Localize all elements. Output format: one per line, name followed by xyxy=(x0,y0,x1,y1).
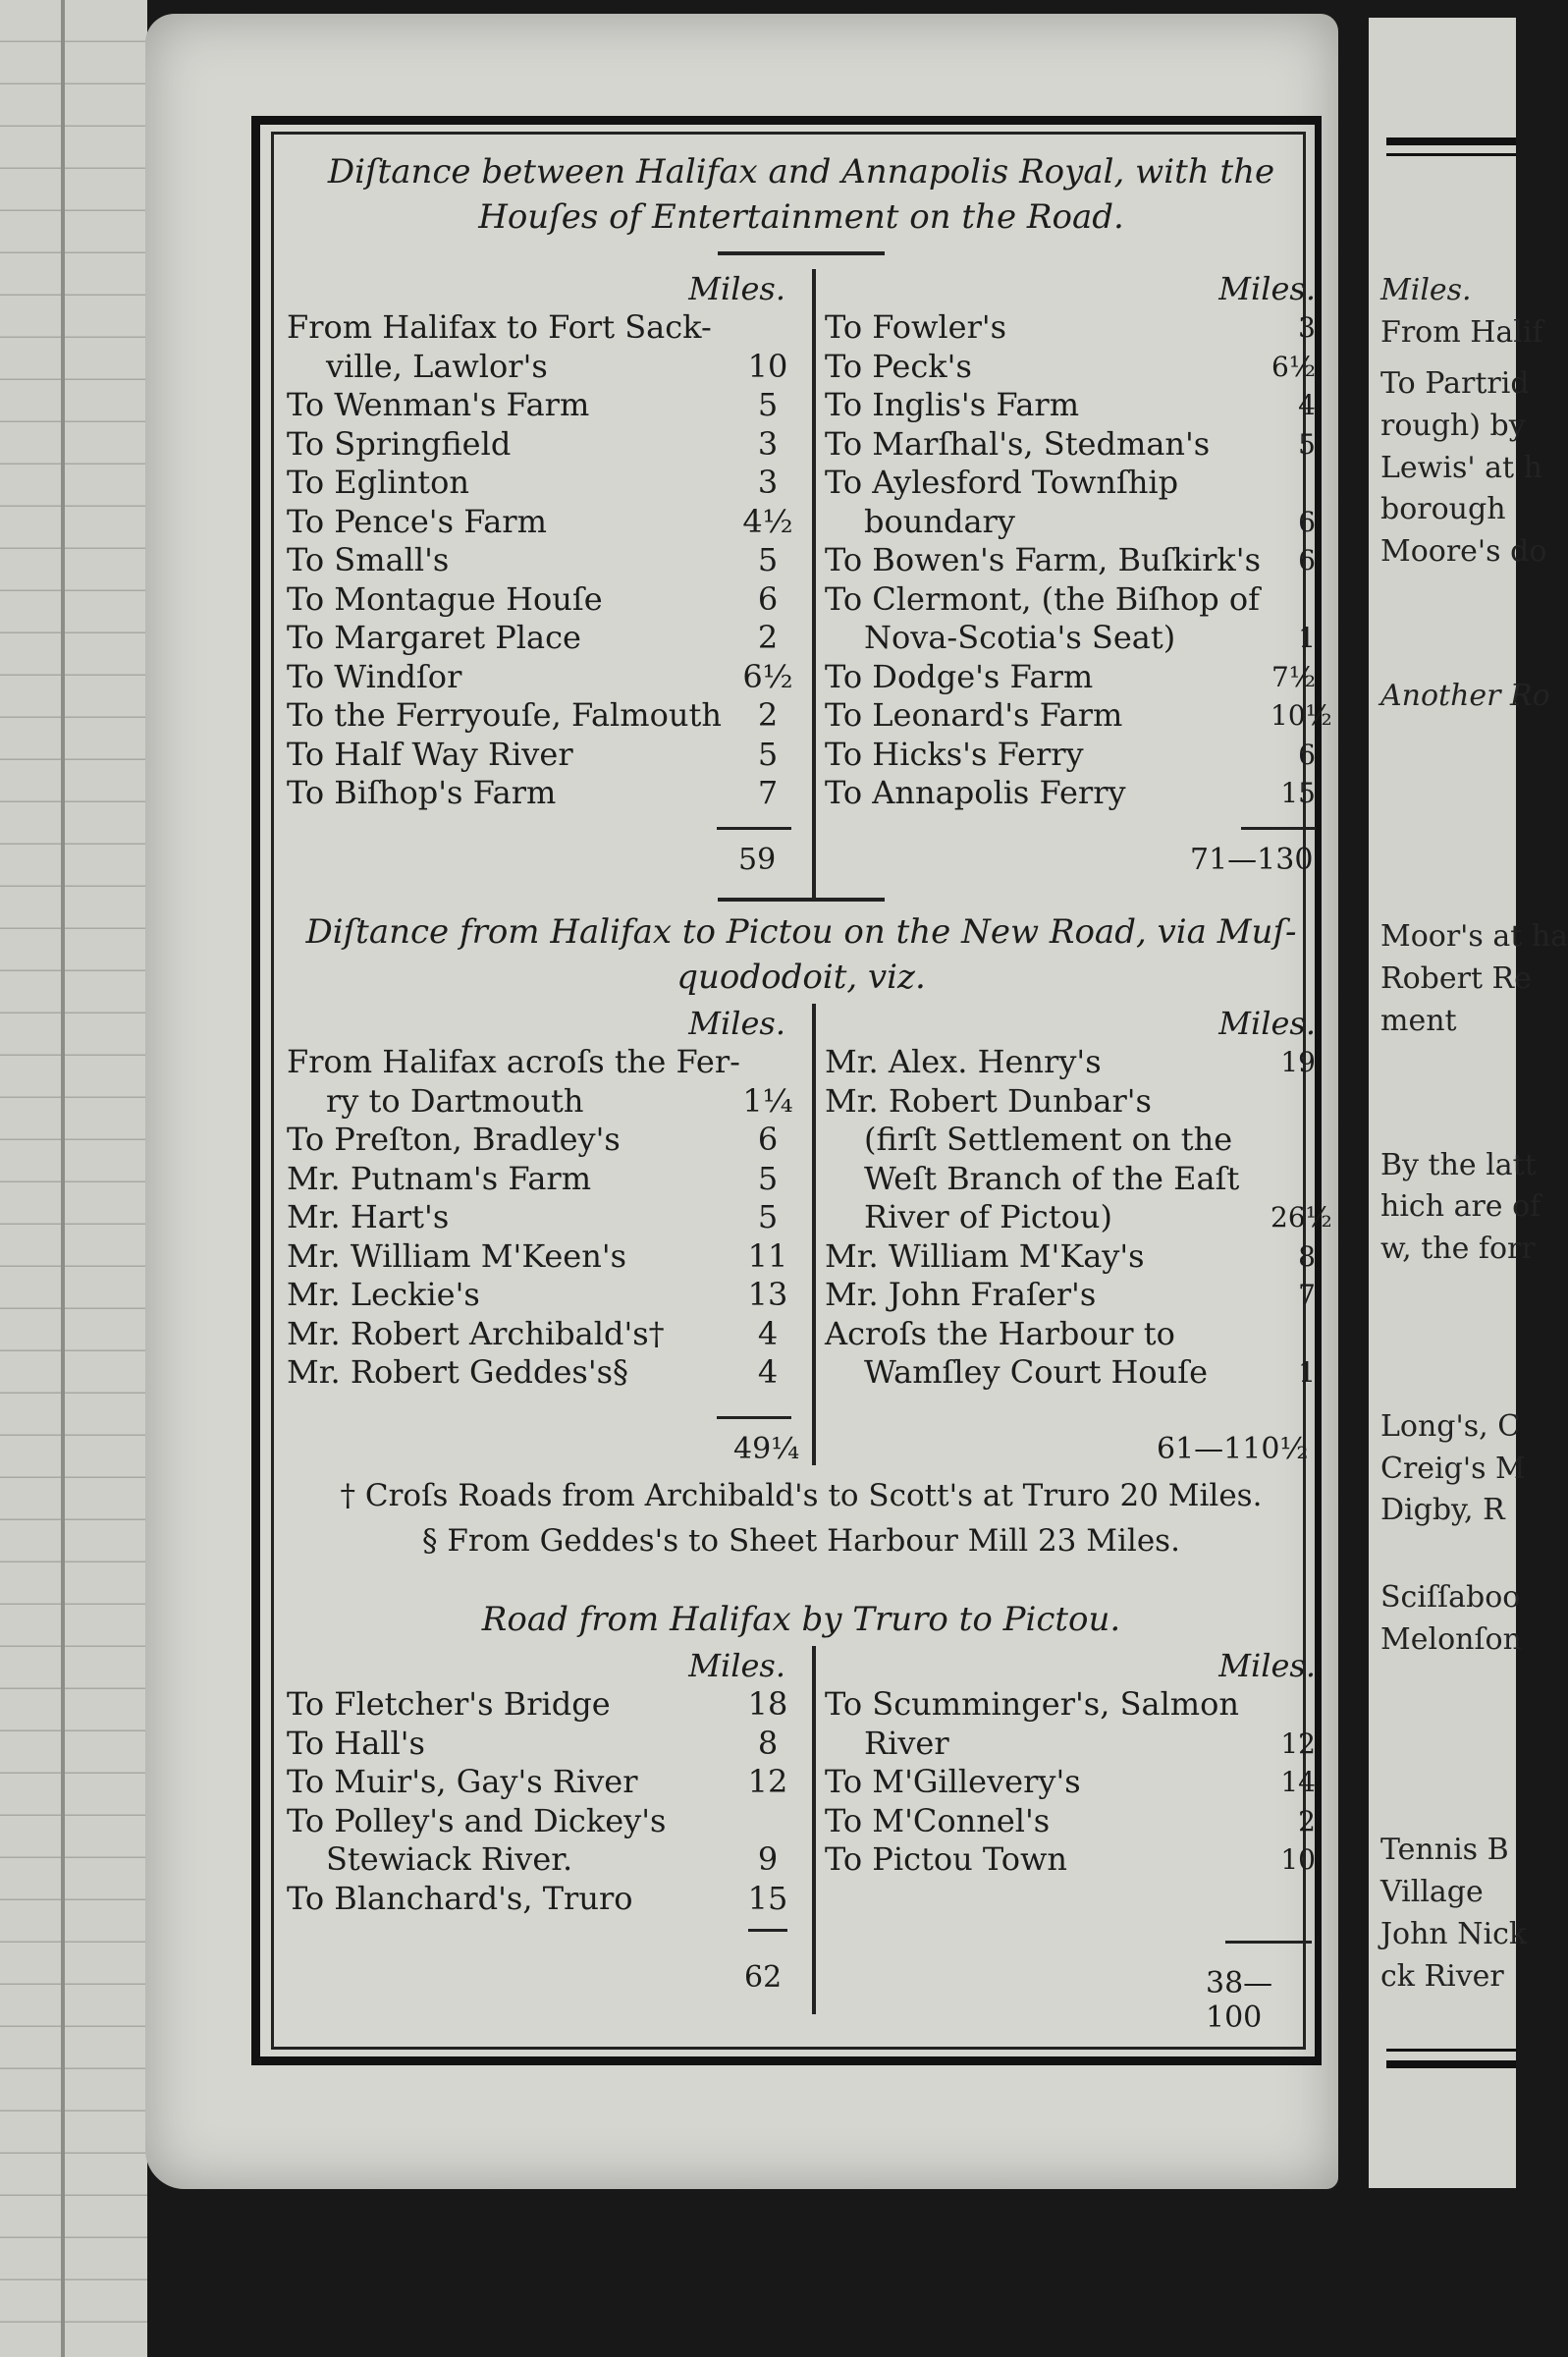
place-name: To Margaret Place xyxy=(287,619,581,656)
total-left: 62 xyxy=(744,1960,783,1995)
adjacent-page-text: Miles. xyxy=(1380,273,1472,308)
place-name: Wamſley Court Houſe xyxy=(864,1353,1209,1391)
section3-title xyxy=(287,1597,1316,1642)
adjacent-page-text: John Nick xyxy=(1380,1916,1528,1951)
table-row xyxy=(825,1685,1316,1725)
miles-value: 1¼ xyxy=(742,1081,793,1120)
section1-title-line1: Diſtance between Halifax and Annapolis Royal, with the xyxy=(327,152,1275,192)
miles-value: 19 xyxy=(1280,1046,1316,1078)
table-row xyxy=(825,619,1316,658)
place-name: To Leonard's Farm xyxy=(825,696,1123,734)
table-row xyxy=(825,1802,1316,1841)
place-name: Mr. John Fraſer's xyxy=(825,1276,1097,1313)
table-row xyxy=(287,774,799,813)
section3-left-column xyxy=(287,1646,799,1918)
adjacent-page-text: hich are of xyxy=(1380,1189,1541,1225)
adjacent-page-text: Moore's do xyxy=(1380,534,1547,570)
table-row xyxy=(825,1121,1316,1160)
miles-value: 12 xyxy=(747,1763,788,1800)
adjacent-page-text: Village xyxy=(1380,1875,1484,1910)
table-row xyxy=(825,736,1316,775)
place-name: Stewiack River. xyxy=(326,1840,573,1878)
column-divider xyxy=(812,1004,816,1465)
table-row xyxy=(825,386,1316,425)
table-row xyxy=(825,1725,1316,1764)
place-name: (firſt Settlement on the xyxy=(864,1121,1233,1158)
total-rule xyxy=(717,1416,791,1419)
table-row xyxy=(287,541,799,580)
place-name: To Springfield xyxy=(287,424,512,463)
table-row xyxy=(287,580,799,620)
adjacent-page-text: Sciſſaboo xyxy=(1380,1580,1521,1616)
place-name: To Montague Houſe xyxy=(287,579,603,618)
miles-value: 10 xyxy=(747,347,788,385)
total-right: 61—110½ xyxy=(1157,1432,1309,1466)
place-name: Mr. Putnam's Farm xyxy=(287,1159,592,1197)
table-row xyxy=(287,1121,799,1160)
table-row xyxy=(287,1082,799,1122)
table-row xyxy=(287,386,799,425)
miles-value xyxy=(1271,580,1316,620)
table-row xyxy=(287,308,799,348)
adjacent-page-text: Creig's M xyxy=(1380,1451,1526,1486)
adjacent-page xyxy=(1369,18,1568,2188)
adjacent-page-text: Robert Re xyxy=(1380,960,1532,996)
section3-right-column xyxy=(825,1646,1316,1880)
adjacent-page-text: Tennis B xyxy=(1380,1833,1509,1868)
adjacent-page-text: Another Ro xyxy=(1380,679,1550,714)
miles-value: 2 xyxy=(757,696,779,734)
footnote-sheet-harbour: § From Geddes's to Sheet Harbour Mill 23 Miles. xyxy=(422,1523,1180,1559)
place-name: To Annapolis Ferry xyxy=(825,774,1126,811)
adjacent-page-text: w, the forr xyxy=(1380,1232,1536,1267)
miles-value: 6½ xyxy=(742,657,793,695)
section2-table xyxy=(287,1004,1332,1473)
place-name: To Biſhop's Farm xyxy=(287,774,557,811)
miles-value xyxy=(736,308,799,348)
total-rule xyxy=(748,1929,787,1932)
place-name: To Bowen's Farm, Buſkirk's xyxy=(825,541,1261,578)
miles-value: 4 xyxy=(1298,389,1316,421)
adjacent-page-text: Long's, C xyxy=(1380,1408,1521,1444)
place-name: Mr. Hart's xyxy=(287,1198,450,1235)
miles-value: 6 xyxy=(1298,505,1316,538)
miles-value: 6 xyxy=(757,1121,779,1158)
miles-value: 3 xyxy=(1298,311,1316,344)
section1-title xyxy=(287,149,1316,240)
table-row xyxy=(825,696,1332,736)
table-row xyxy=(287,1353,799,1393)
table-row xyxy=(825,503,1316,542)
table-row xyxy=(287,736,799,775)
table-row xyxy=(287,1802,799,1841)
total-rule xyxy=(1225,1941,1312,1944)
table-row xyxy=(287,1840,799,1880)
miles-value: 6 xyxy=(1298,544,1316,576)
section3-title-line: Road from Halifax by Truro to Pictou. xyxy=(481,1600,1121,1639)
miles-value: 5 xyxy=(757,386,779,423)
miles-value: 10½ xyxy=(1271,699,1332,732)
place-name: To Fletcher's Bridge xyxy=(287,1685,611,1723)
place-name: To Peck's xyxy=(825,347,972,385)
miles-value xyxy=(740,1043,799,1082)
miles-value: 3 xyxy=(757,424,779,463)
miles-value: 4 xyxy=(757,1314,779,1352)
table-row xyxy=(825,1160,1316,1199)
place-name: Mr. William M'Keen's xyxy=(287,1236,627,1275)
table-row xyxy=(287,1725,799,1764)
table-row xyxy=(287,1198,799,1237)
miles-value: 18 xyxy=(747,1685,788,1723)
adjacent-page-rule xyxy=(1386,153,1516,156)
total-left: 49¼ xyxy=(733,1432,800,1466)
place-name: Nova-Scotia's Seat) xyxy=(864,619,1176,656)
miles-value: 7½ xyxy=(1271,660,1316,693)
miles-header: Miles. xyxy=(1218,1647,1316,1684)
miles-header: Miles. xyxy=(1218,270,1316,307)
table-row xyxy=(825,1082,1316,1122)
table-row xyxy=(825,1237,1316,1277)
table-row xyxy=(287,464,799,503)
column-divider xyxy=(812,269,816,898)
place-name: To Small's xyxy=(287,541,450,578)
miles-value: 5 xyxy=(757,1159,779,1197)
place-name: To Fowler's xyxy=(825,308,1007,346)
miles-value: 8 xyxy=(1298,1239,1316,1273)
total-rule xyxy=(1241,827,1316,830)
table-row xyxy=(287,1763,799,1802)
place-name: Mr. Alex. Henry's xyxy=(825,1043,1102,1080)
miles-value: 6 xyxy=(1298,738,1316,771)
miles-value xyxy=(1271,1082,1316,1122)
adjacent-page-text: From Halif xyxy=(1380,314,1543,350)
adjacent-page-rule xyxy=(1386,2060,1516,2068)
table-row xyxy=(287,619,799,658)
adjacent-page-text: ment xyxy=(1380,1003,1457,1038)
total-left: 59 xyxy=(738,843,777,877)
adjacent-page-rule xyxy=(1386,2049,1516,2052)
miles-value: 1 xyxy=(1298,622,1316,654)
adjacent-page-text: Digby, R xyxy=(1380,1493,1505,1528)
miles-value: 9 xyxy=(757,1840,779,1878)
footnotes xyxy=(287,1473,1316,1563)
place-name: To Inglis's Farm xyxy=(825,386,1080,423)
table-row xyxy=(825,1276,1316,1315)
table-row xyxy=(825,1198,1332,1237)
adjacent-page-text: Moor's at ha xyxy=(1380,919,1568,954)
section2-title-line2: quododoit, viz. xyxy=(676,958,926,997)
adjacent-page-rule xyxy=(1386,137,1516,145)
miles-value: 6 xyxy=(757,579,779,618)
table-row xyxy=(825,1840,1316,1880)
miles-header: Miles. xyxy=(688,1647,785,1684)
section3-table xyxy=(287,1646,1316,2035)
place-name: To Pictou Town xyxy=(825,1840,1068,1878)
table-row xyxy=(287,1237,799,1277)
page-content xyxy=(287,139,1332,2045)
place-name: To Scumminger's, Salmon xyxy=(825,1685,1240,1723)
place-name: To Preſton, Bradley's xyxy=(287,1121,621,1158)
table-row xyxy=(287,1160,799,1199)
place-name: Mr. Leckie's xyxy=(287,1276,480,1313)
place-name: To Clermont, (the Biſhop of xyxy=(825,579,1260,618)
miles-value: 4 xyxy=(757,1353,779,1391)
miles-value: 10 xyxy=(1280,1843,1316,1876)
footnote-cross-roads: † Croſs Roads from Archibald's to Scott's at Truro 20 Miles. xyxy=(340,1478,1263,1513)
place-name: Mr. Robert Dunbar's xyxy=(825,1081,1152,1120)
place-name: To M'Connel's xyxy=(825,1801,1051,1839)
miles-value: 6½ xyxy=(1271,350,1316,383)
miles-value: 5 xyxy=(757,735,779,773)
table-row xyxy=(287,1880,799,1919)
place-name: To Polley's and Dickey's xyxy=(287,1801,667,1839)
miles-value: 2 xyxy=(757,619,779,656)
table-row xyxy=(287,1043,799,1082)
place-name: To Marſhal's, Stedman's xyxy=(825,424,1211,463)
table-row xyxy=(825,1353,1316,1393)
place-name: To Eglinton xyxy=(287,464,469,501)
miles-value: 5 xyxy=(1298,427,1316,461)
miles-value: 11 xyxy=(747,1236,788,1275)
place-name: To the Ferryouſe, Falmouth xyxy=(287,696,722,734)
table-row xyxy=(287,1276,799,1315)
section2-title-line1: Diſtance from Halifax to Pictou on the New Road, via Muſ- xyxy=(305,912,1297,952)
place-name: River xyxy=(864,1724,949,1762)
table-row xyxy=(825,1315,1316,1354)
place-name: ville, Lawlor's xyxy=(326,347,548,385)
miles-value: 26½ xyxy=(1271,1201,1332,1233)
miles-value xyxy=(736,1802,799,1841)
miles-value: 15 xyxy=(747,1879,788,1917)
miles-value xyxy=(1271,464,1316,503)
place-name: To Windſor xyxy=(287,657,462,695)
place-name: ry to Dartmouth xyxy=(326,1081,584,1120)
place-name: To Wenman's Farm xyxy=(287,386,590,423)
total-rule xyxy=(717,827,791,830)
place-name: To Pence's Farm xyxy=(287,502,547,540)
adjacent-page-text: Melonſon xyxy=(1380,1622,1522,1658)
section2-left-column xyxy=(287,1004,799,1393)
miles-value: 12 xyxy=(1280,1727,1316,1760)
adjacent-page-text: Lewis' at h xyxy=(1380,450,1542,485)
total-right: 38—100 xyxy=(1206,1966,1273,2035)
miles-value xyxy=(1271,1315,1316,1354)
miles-value: 8 xyxy=(757,1724,779,1762)
table-row xyxy=(287,503,799,542)
place-name: Mr. Robert Archibald's† xyxy=(287,1314,665,1352)
section1-left-column xyxy=(287,269,799,813)
table-row xyxy=(287,696,799,736)
miles-value: 5 xyxy=(757,1198,779,1235)
section1-right-column xyxy=(825,269,1332,813)
miles-value xyxy=(1271,1685,1316,1725)
miles-header: Miles. xyxy=(688,1005,785,1042)
table-row xyxy=(825,425,1316,465)
miles-value: 5 xyxy=(757,541,779,578)
section1-table xyxy=(287,269,1332,898)
section-rule xyxy=(718,898,885,902)
miles-value: 14 xyxy=(1280,1766,1316,1798)
miles-value: 7 xyxy=(757,774,779,811)
table-row xyxy=(825,774,1316,813)
adjacent-page-text: borough xyxy=(1380,492,1506,527)
place-name: To M'Gillevery's xyxy=(825,1763,1081,1800)
miles-header: Miles. xyxy=(688,270,785,307)
place-name: From Halifax acroſs the Fer- xyxy=(287,1043,740,1080)
miles-header: Miles. xyxy=(1218,1005,1316,1042)
adjacent-page-text: rough) by xyxy=(1380,408,1526,443)
table-row xyxy=(287,1315,799,1354)
miles-value: 1 xyxy=(1298,1356,1316,1389)
miles-value: 15 xyxy=(1280,777,1316,809)
place-name: To Dodge's Farm xyxy=(825,657,1094,695)
adjacent-page-text: By the latt xyxy=(1380,1147,1537,1182)
table-row xyxy=(287,658,799,697)
place-name: Mr. Robert Geddes's§ xyxy=(287,1353,629,1391)
table-row xyxy=(287,425,799,465)
table-row xyxy=(825,348,1316,387)
table-row xyxy=(825,1043,1316,1082)
total-right: 71—130 xyxy=(1190,843,1314,877)
place-name: To Hall's xyxy=(287,1724,425,1762)
table-row xyxy=(825,464,1316,503)
place-name: To Muir's, Gay's River xyxy=(287,1763,638,1800)
ledger-margin-line xyxy=(61,0,65,2357)
table-row xyxy=(825,541,1316,580)
section2-title xyxy=(287,909,1316,1000)
place-name: boundary xyxy=(864,502,1015,540)
place-name: To Blanchard's, Truro xyxy=(287,1879,633,1917)
miles-value: 7 xyxy=(1298,1279,1316,1311)
table-row xyxy=(287,1685,799,1725)
table-row xyxy=(825,1763,1316,1802)
column-divider xyxy=(812,1646,816,2014)
place-name: To Hicks's Ferry xyxy=(825,735,1084,773)
miles-value: 13 xyxy=(747,1276,788,1313)
place-name: To Aylesford Townſhip xyxy=(825,464,1179,501)
miles-value: 4½ xyxy=(742,502,793,540)
place-name: Weſt Branch of the Eaſt xyxy=(864,1159,1240,1197)
table-row xyxy=(287,348,799,387)
table-row xyxy=(825,308,1316,348)
adjacent-page-text: ck River xyxy=(1380,1958,1504,1994)
miles-value: 2 xyxy=(1298,1804,1316,1837)
section1-title-line2: Houſes of Entertainment on the Road. xyxy=(478,197,1124,237)
miles-value xyxy=(1271,1121,1316,1160)
miles-value: 3 xyxy=(757,464,779,501)
place-name: To Half Way River xyxy=(287,735,573,773)
ledger-background xyxy=(0,0,147,2357)
section2-right-column xyxy=(825,1004,1332,1393)
table-row xyxy=(825,580,1316,620)
place-name: Mr. William M'Kay's xyxy=(825,1236,1145,1275)
adjacent-page-text: To Partrid xyxy=(1380,365,1530,401)
place-name: Acroſs the Harbour to xyxy=(825,1314,1175,1352)
place-name: From Halifax to Fort Sack- xyxy=(287,308,712,346)
title-rule xyxy=(718,251,885,255)
place-name: River of Pictou) xyxy=(864,1198,1112,1235)
miles-value xyxy=(1271,1160,1316,1199)
table-row xyxy=(825,658,1316,697)
